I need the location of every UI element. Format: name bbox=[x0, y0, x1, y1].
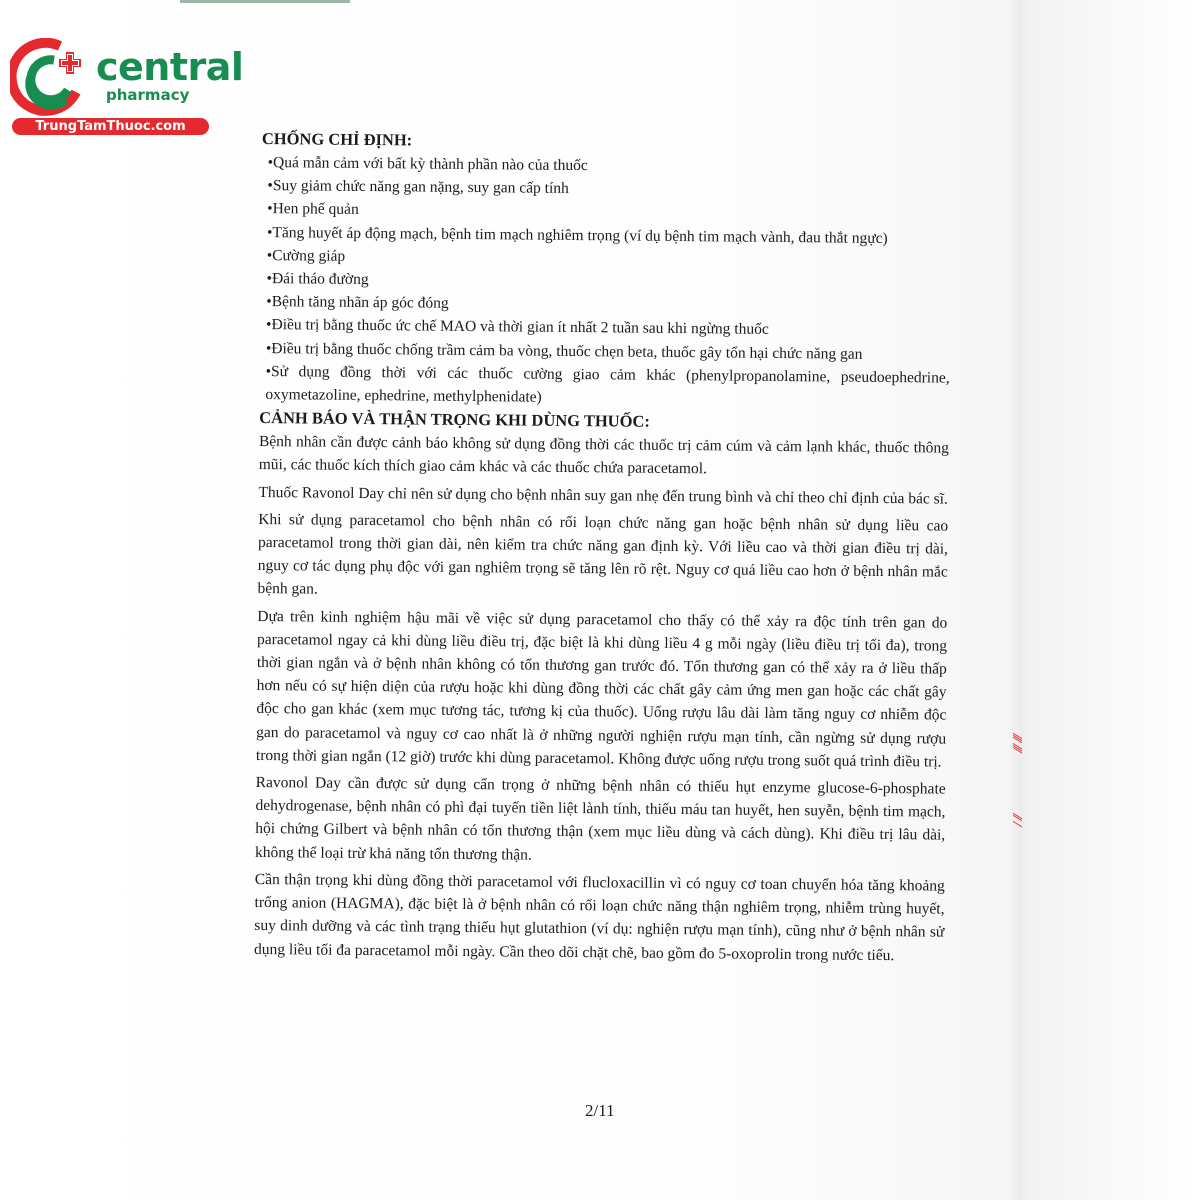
margin-stamp-mark: ⁄⁄⁄ ⁄⁄⁄ bbox=[1010, 735, 1024, 752]
scan-edge-mark bbox=[180, 0, 350, 3]
list-item: • Cường giáp bbox=[261, 244, 951, 274]
pharmacy-cross-icon bbox=[10, 38, 96, 118]
paragraph: Khi sử dụng paracetamol cho bệnh nhân có rối loạn chức năng gan hoặc bệnh nhân sử dụng liều cao paracetamol trong thời gian dài, nên kiểm tra chức năng gan định kỳ. Với liều cao và thời gian điều trị dài, nguy cơ tác dụng phụ độc với gan nghiêm trọng sẽ tăng lên rõ rệt. Nguy cơ quá liều cao hơn ở bệnh nhân mắc bệnh gan. bbox=[257, 510, 949, 599]
list-item: • Đái tháo đường bbox=[260, 267, 950, 297]
list-item: • Điều trị bằng thuốc ức chế MAO và thời gian ít nhất 2 tuần sau khi ngừng thuốc bbox=[260, 313, 950, 343]
list-item: • Suy giảm chức năng gan nặng, suy gan cấp tính bbox=[261, 174, 951, 204]
list-item: • Sử dụng đồng thời với các thuốc cường giao cảm khác (phenylpropanolamine, pseudoephedrine, oxymetazoline, ephedrine, methylphenidate) bbox=[259, 360, 949, 413]
list-item: • Hen phế quản bbox=[261, 197, 951, 227]
list-item: • Tăng huyết áp động mạch, bệnh tim mạch nghiêm trọng (ví dụ bệnh tim mạch vành, đau thắt ngực) bbox=[261, 221, 951, 251]
contraindications-heading: CHỐNG CHỈ ĐỊNH: bbox=[261, 128, 413, 150]
document-body bbox=[254, 127, 952, 969]
contraindications-list bbox=[259, 151, 951, 413]
margin-stamp-mark: ⁄⁄ ⁄ bbox=[1010, 815, 1024, 826]
warnings-heading: CẢNH BÁO VÀ THẬN TRỌNG KHI DÙNG THUỐC: bbox=[259, 408, 650, 431]
site-badge: TrungTamThuoc.com bbox=[12, 118, 209, 135]
list-item: • Bệnh tăng nhãn áp góc đóng bbox=[260, 290, 950, 320]
list-item: • Quá mẫn cảm với bất kỳ thành phần nào của thuốc bbox=[262, 151, 952, 181]
paragraph: Bệnh nhân cần được cảnh báo không sử dụng đồng thời các thuốc trị cảm cúm và cảm lạnh khác, thuốc thông mũi, các thuốc kích thích giao cảm khác và các thuốc chứa paracetamol. bbox=[258, 433, 950, 478]
paragraph: Ravonol Day cần được sử dụng cẩn trọng ở những bệnh nhân có thiếu hụt enzyme glucose-6-phosphate dehydrogenase, bệnh nhân có phì đại tuyến tiền liệt lành tính, thiếu máu tan huyết, hen suyễn, bệnh tim mạch, hội chứng Gilbert và bệnh nhân có tổn thương thận (xem mục liều dùng và cách dùng). Khi điều trị lâu dài, không thể loại trừ khả năng tổn thương thận. bbox=[254, 774, 946, 864]
brand-subtitle: pharmacy bbox=[106, 86, 190, 104]
brand-name: central bbox=[96, 45, 244, 89]
paragraph: Thuốc Ravonol Day chỉ nên sử dụng cho bệnh nhân suy gan nhẹ đến trung bình và chỉ theo chỉ định của bác sĩ. bbox=[258, 483, 948, 508]
brand-logo[interactable] bbox=[10, 38, 244, 138]
page-number: 2/11 bbox=[585, 1101, 615, 1120]
paragraph: Cần thận trọng khi dùng đồng thời paracetamol với flucloxacillin vì có nguy cơ toan chuyển hóa tăng khoảng trống anion (HAGMA), đặc biệt là ở bệnh nhân có rối loạn chức năng thận nghiêm trọng, nhiễm trùng huyết, suy dinh dưỡng và các tình trạng thiếu hụt glutathion (ví dụ: nghiện rượu mạn tính), cũng như ở bệnh nhân sử dụng liều tối đa paracetamol mỗi ngày. Cần theo dõi chặt chẽ, bao gồm đo 5-oxoprolin trong nước tiểu. bbox=[254, 870, 945, 964]
paragraph: Dựa trên kinh nghiệm hậu mãi về việc sử dụng paracetamol cho thấy có thể xảy ra độc tính trên gan do paracetamol ngay cả khi dùng liều điều trị, đặc biệt là khi dùng liều 4 g mỗi ngày (liều điều trị tối đa), trong thời gian ngắn và ở bệnh nhân không có tổn thương gan trước đó. Tổn thương gan có thể xảy ra ở liều thấp hơn nếu có sự hiện diện của rượu hoặc khi dùng đồng thời các chất gây cảm ứng men gan hoặc các chất gây độc cho gan khác (xem mục tương tác, tương kị của thuốc). Uống rượu lâu dài làm tăng nguy cơ nhiễm độc gan do paracetamol và nguy cơ cao nhất là ở những người nghiện rượu mạn tính, cần ngừng sử dụng rượu trong thời gian ngắn (12 giờ) trước khi dùng paracetamol. Không được uống rượu trong suốt quá trình điều trị. bbox=[255, 607, 948, 771]
list-item: • Điều trị bằng thuốc chống trầm cảm ba vòng, thuốc chẹn beta, thuốc gây tổn hại chức năng gan bbox=[260, 337, 950, 367]
